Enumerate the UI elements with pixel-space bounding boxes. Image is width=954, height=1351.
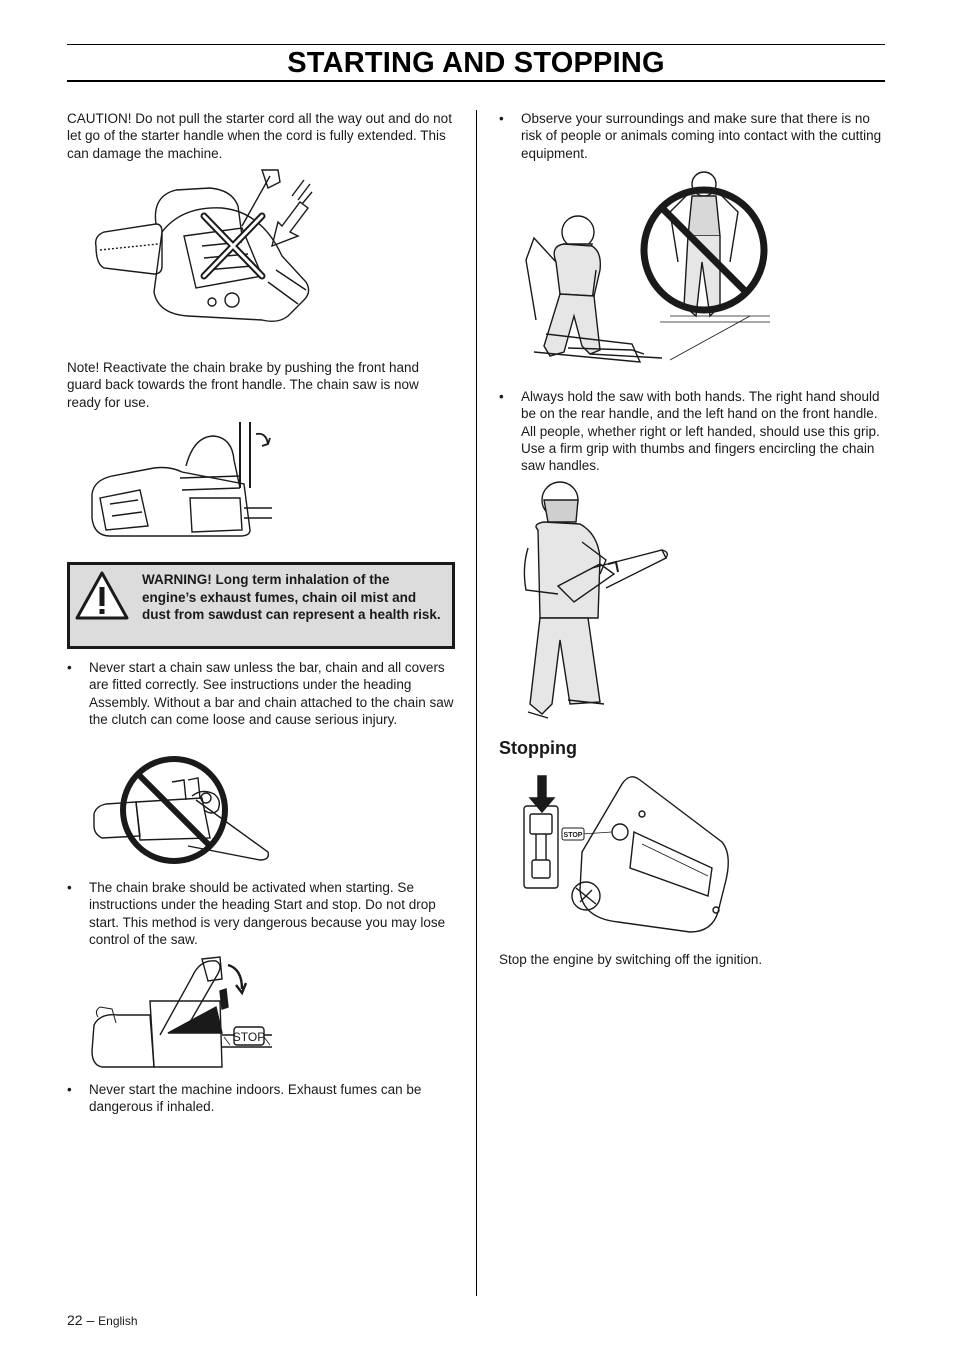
footer-language: English — [98, 1314, 138, 1328]
drop-start-illustration — [90, 955, 276, 1071]
switch-stop-label: STOP — [563, 832, 583, 839]
page-footer — [67, 1312, 138, 1328]
surroundings-illustration — [520, 166, 772, 374]
stop-switch-illustration — [522, 772, 732, 940]
stopping-text: Stop the engine by switching off the ignition. — [499, 952, 763, 967]
bullet-text: Always hold the saw with both hands. The right hand should be on the rear handle, and the left hand on the front handle. All people, whether right or left handed, should use this grip. Use a firm grip with thumbs and fingers encircling the chain saw handles. — [521, 389, 880, 474]
bullet-item: • Never start the machine indoors. Exhaust fumes can be dangerous if inhaled. — [67, 1082, 422, 1115]
footer-separator: – — [86, 1312, 95, 1328]
warning-text: WARNING! Long term inhalation of the engine’s exhaust fumes, chain oil mist and dust from sawdust can represent a health risk. — [142, 572, 441, 622]
starter-cord-illustration — [92, 166, 314, 334]
warning-box — [67, 562, 455, 649]
bullet-item: • Observe your surroundings and make sure that there is no risk of people or animals coming into contact with the cutting equipment. — [499, 111, 882, 161]
operator-grip-illustration — [518, 478, 670, 724]
bullet-text: Never start a chain saw unless the bar, chain and all covers are fitted correctly. See instructions under the heading Assembly. Without a bar and chain attached to the chain saw the clutch can come loose and cause serious injury. — [89, 660, 454, 727]
note-text: Note! Reactivate the chain brake by pushing the front hand guard back towards the front handle. The chain saw is now ready for use. — [67, 360, 419, 410]
caution-text: CAUTION! Do not pull the starter cord all the way out and do not let go of the starter handle when the cord is fully extended. This can damage the machine. — [67, 111, 452, 161]
stopping-heading: Stopping — [499, 738, 577, 758]
saw-without-bar-illustration — [92, 754, 270, 866]
bullet-item: • Never start a chain saw unless the bar, chain and all covers are fitted correctly. See instructions under the heading Assembly. Without a bar and chain attached to the chain saw the clutch can come loose and cause serious injury. — [67, 660, 454, 727]
bullet-text: Never start the machine indoors. Exhaust fumes can be dangerous if inhaled. — [89, 1082, 422, 1115]
page-title — [67, 44, 885, 82]
bullet-item: • The chain brake should be activated when starting. Se instructions under the heading Start and stop. Do not drop start. This method is very dangerous because you may lose control of the saw. — [67, 880, 446, 947]
bullet-text: Observe your surroundings and make sure that there is no risk of people or animals coming into contact with the cutting equipment. — [521, 111, 882, 161]
column-divider — [476, 110, 477, 1296]
chain-brake-illustration — [90, 418, 274, 540]
bullet-text: The chain brake should be activated when starting. Se instructions under the heading Start and stop. Do not drop start. This method is very dangerous because you may lose control of the saw. — [89, 880, 446, 947]
warning-triangle-icon — [74, 570, 130, 622]
bullet-item: • Always hold the saw with both hands. The right hand should be on the rear handle, and the left hand on the front handle. All people, whether right or left handed, should use this grip. Use a firm grip with thumbs and fingers encircling the chain saw handles. — [499, 389, 880, 474]
stop-label: STOP — [232, 1030, 266, 1044]
page-title-text: STARTING AND STOPPING — [287, 47, 665, 79]
page-number: 22 — [67, 1312, 83, 1328]
